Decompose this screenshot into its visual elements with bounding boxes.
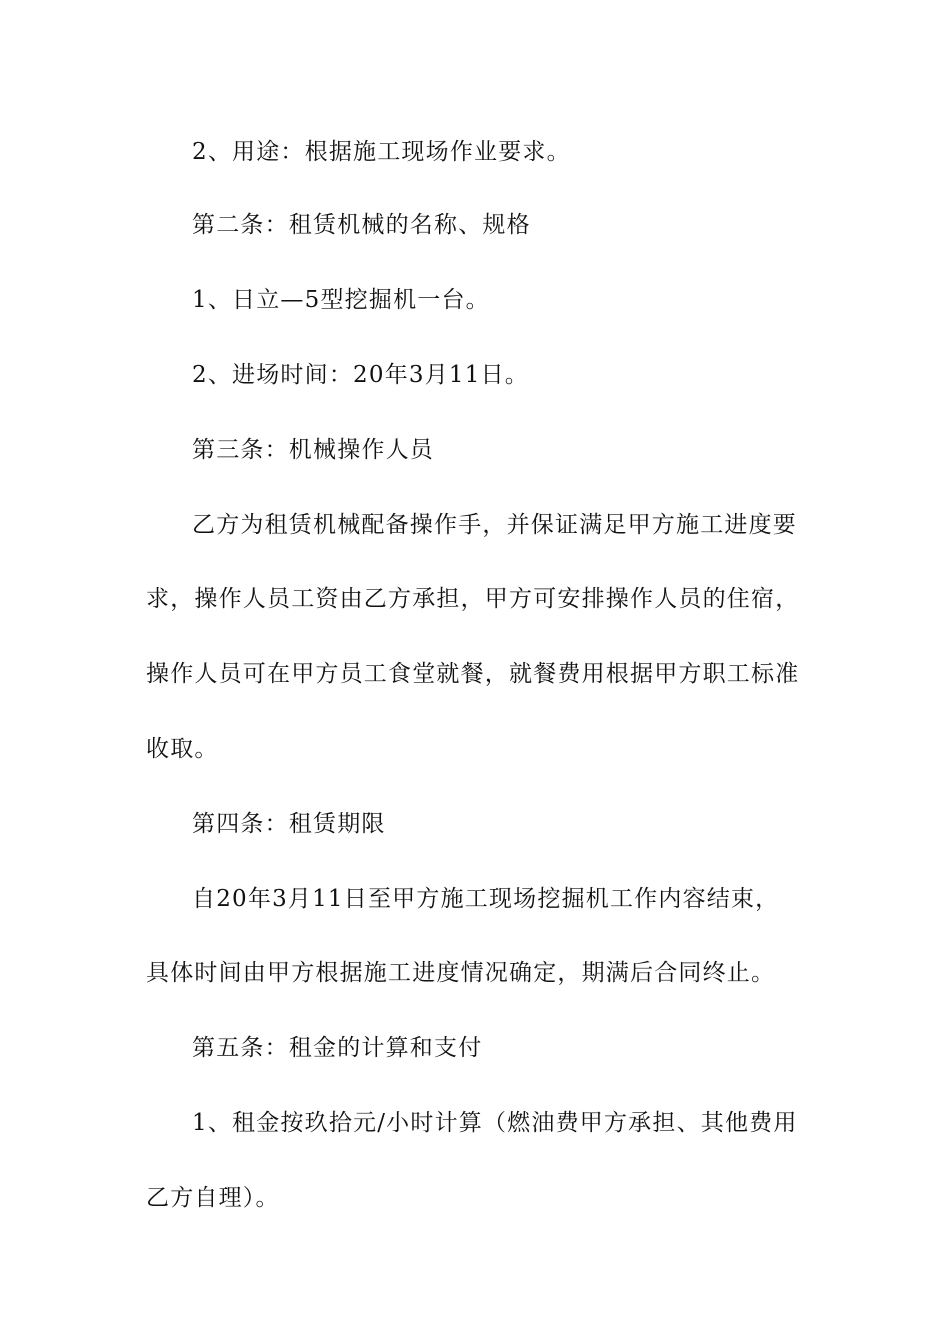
rent-calc-line-2: 乙方自理）。 [146,1185,280,1211]
article-5-heading: 第五条：租金的计算和支付 [192,1035,483,1061]
rent-calc-line-1: 1、租金按玖拾元/小时计算（燃油费甲方承担、其他费用 [192,1110,798,1136]
usage-clause: 2、用途：根据施工现场作业要求。 [192,139,571,165]
operator-paragraph-line-1: 乙方为租赁机械配备操作手，并保证满足甲方施工进度要 [192,512,797,538]
operator-paragraph-line-3: 操作人员可在甲方员工食堂就餐，就餐费用根据甲方职工标准 [146,661,800,687]
entry-time-line: 2、进场时间：20年3月11日。 [192,362,529,388]
lease-term-line-2: 具体时间由甲方根据施工进度情况确定，期满后合同终止。 [146,960,776,986]
operator-paragraph-line-4: 收取。 [146,736,219,762]
article-2-heading: 第二条：租赁机械的名称、规格 [192,212,531,238]
article-4-heading: 第四条：租赁期限 [192,811,386,837]
machine-model-line: 1、日立—5型挖掘机一台。 [192,287,490,313]
lease-term-line-1: 自20年3月11日至甲方施工现场挖掘机工作内容结束， [192,886,780,912]
article-3-heading: 第三条：机械操作人员 [192,437,434,463]
operator-paragraph-line-2: 求，操作人员工资由乙方承担，甲方可安排操作人员的住宿， [146,586,800,612]
